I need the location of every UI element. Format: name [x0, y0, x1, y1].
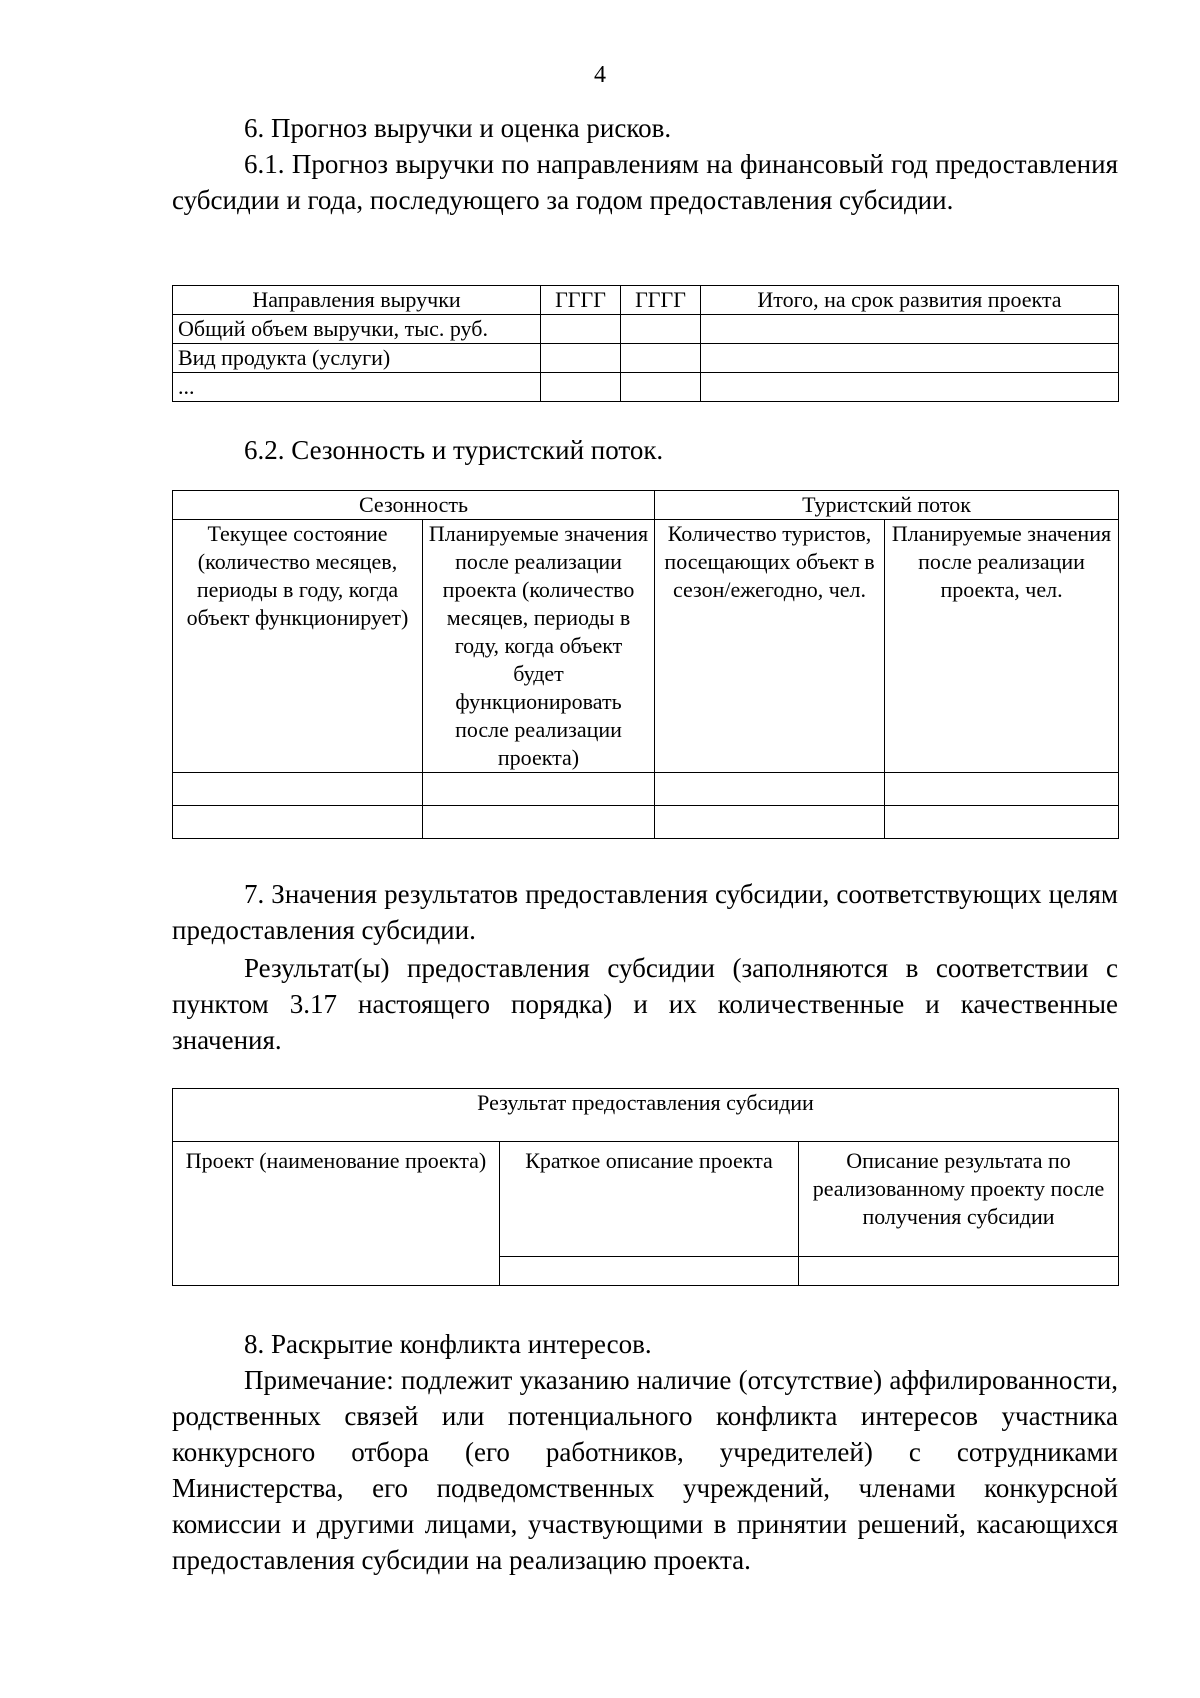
table-header-row [173, 1089, 1119, 1142]
table-title-cell: Результат предоставления субсидии [173, 1089, 1119, 1142]
table-header-cell: Направления выручки [173, 286, 541, 315]
table-row [173, 315, 1119, 344]
table-header-row [173, 286, 1119, 315]
table-cell [173, 773, 423, 806]
table-cell [655, 806, 885, 839]
table-cell [799, 1257, 1119, 1286]
table-header-cell: Текущее состояние (количество месяцев, периоды в году, когда объект функционирует) [173, 520, 423, 773]
table-cell [541, 344, 621, 373]
table-cell [701, 373, 1119, 402]
table-row [173, 806, 1119, 839]
table-cell [541, 315, 621, 344]
table-group-header: Туристский поток [655, 491, 1119, 520]
table-header-cell: Планируемые значения после реализации проекта (количество месяцев, периоды в году, когда объект будет функционировать после реализации проекта) [423, 520, 655, 773]
table-row [173, 773, 1119, 806]
table-cell [701, 344, 1119, 373]
seasonality-table [172, 490, 1119, 839]
table-cell [621, 373, 701, 402]
table-cell [655, 773, 885, 806]
section-8-title: 8. Раскрытие конфликта интересов. [244, 1329, 652, 1359]
table-header-cell: Итого, на срок развития проекта [701, 286, 1119, 315]
table-cell [885, 773, 1119, 806]
section-6-2-title: 6.2. Сезонность и туристский поток. [244, 435, 664, 465]
section-8-note: Примечание: подлежит указанию наличие (отсутствие) аффилированности, родственных связей или потенциального конфликта интересов участника конкурсного отбора (его работников, учредителей) с сотрудниками Министерства, его подведомственных учреждений, членами конкурсной комиссии и другими лицами, участвующими в принятии решений, касающихся предоставления субсидии на реализацию проекта. [172, 1365, 1118, 1575]
table-row [173, 373, 1119, 402]
table-header-cell: ГГГГ [541, 286, 621, 315]
table-group-header: Сезонность [173, 491, 655, 520]
table-header-row [173, 1142, 1119, 1257]
table-header-cell: Описание результата по реализованному проекту после получения субсидии [799, 1142, 1119, 1257]
table-header-row [173, 520, 1119, 773]
table-cell [885, 806, 1119, 839]
revenue-forecast-table [172, 285, 1119, 402]
section-7-title: 7. Значения результатов предоставления субсидии, соответствующих целям предоставления субсидии. [172, 879, 1118, 945]
table-row [173, 344, 1119, 373]
table-header-cell: Планируемые значения после реализации проекта, чел. [885, 520, 1119, 773]
table-cell [173, 806, 423, 839]
table-cell [423, 773, 655, 806]
section-6-1-text: 6.1. Прогноз выручки по направлениям на финансовый год предоставления субсидии и года, последующего за годом предоставления субсидии. [172, 149, 1118, 215]
table-cell [423, 806, 655, 839]
table-cell [621, 344, 701, 373]
table-header-cell: Проект (наименование проекта) [173, 1142, 500, 1286]
table-header-row [173, 491, 1119, 520]
section-7-text: Результат(ы) предоставления субсидии (заполняются в соответствии с пунктом 3.17 настоящего порядка) и их количественные и качественные значения. [172, 953, 1118, 1055]
table-cell [500, 1257, 799, 1286]
table-cell [701, 315, 1119, 344]
table-header-cell: ГГГГ [621, 286, 701, 315]
table-cell [621, 315, 701, 344]
section-6-title: 6. Прогноз выручки и оценка рисков. [244, 113, 672, 143]
table-cell: ... [173, 373, 541, 402]
table-header-cell: Краткое описание проекта [500, 1142, 799, 1257]
page-number: 4 [594, 62, 606, 88]
subsidy-result-table [172, 1088, 1119, 1286]
table-cell: Вид продукта (услуги) [173, 344, 541, 373]
table-header-cell: Количество туристов, посещающих объект в сезон/ежегодно, чел. [655, 520, 885, 773]
table-cell: Общий объем выручки, тыс. руб. [173, 315, 541, 344]
table-cell [541, 373, 621, 402]
